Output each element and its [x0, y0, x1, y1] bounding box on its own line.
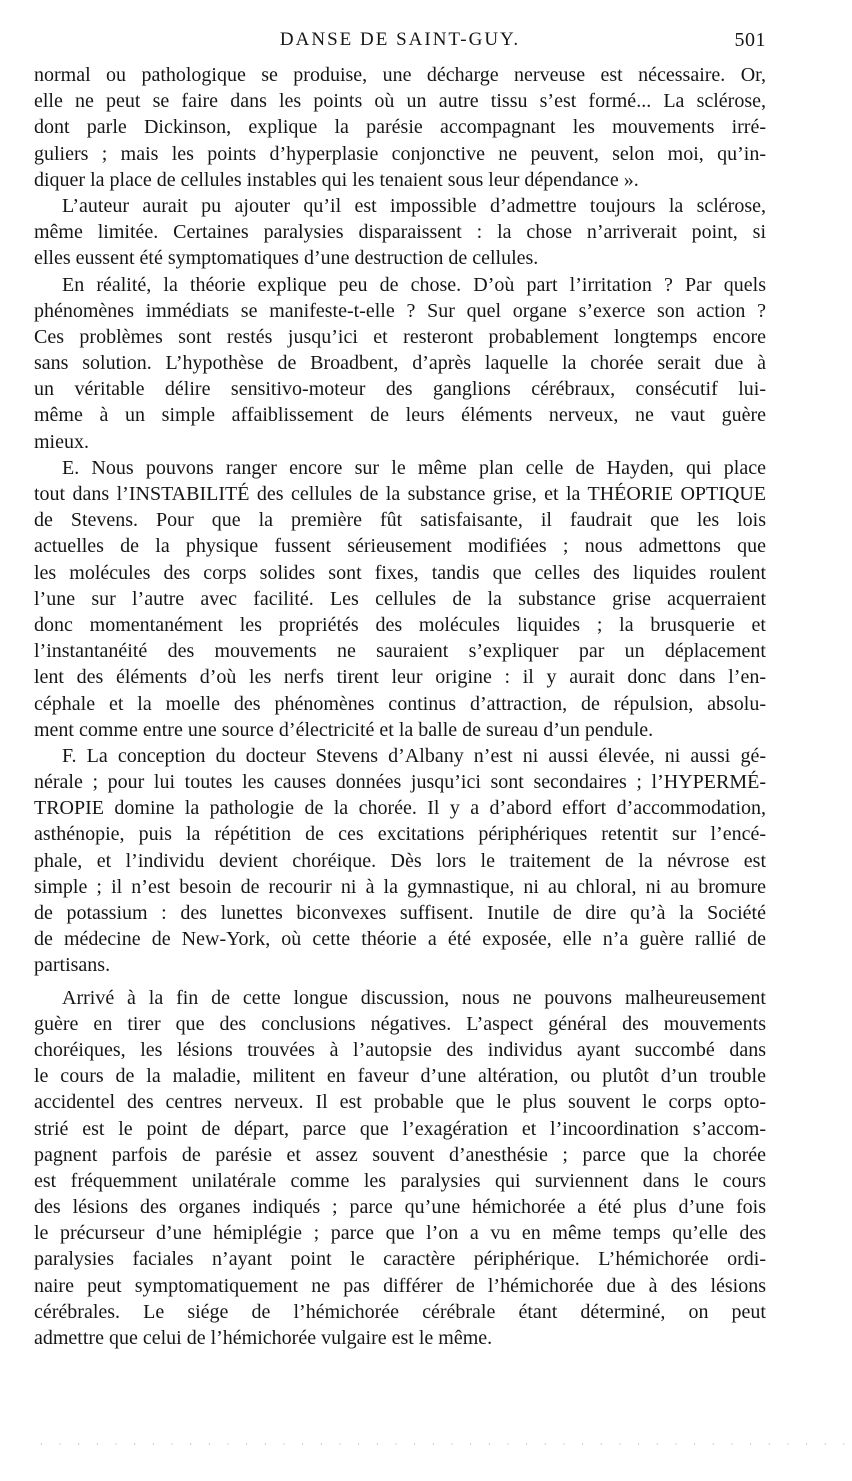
text-line: tout dans l’INSTABILITÉ des cellules de la substance grise, et la THÉORIE OPTIQUE [34, 483, 766, 505]
text-line: paralysies faciales n’ayant point le caractère périphérique. L’hémichorée ordi- [34, 1248, 766, 1271]
running-head [34, 29, 766, 59]
text-line: de potassium : des lunettes biconvexes suffisent. Inutile de dire qu’à la Société [34, 902, 766, 924]
text-line: un véritable délire sensitivo-moteur des ganglions cérébraux, consécutif lui- [34, 378, 766, 401]
text-line: de médecine de New-York, où cette théorie a été exposée, elle n’a guère rallié de [34, 928, 766, 951]
text-line: même limitée. Certaines paralysies disparaissent : la chose n’arriverait point, si [34, 221, 766, 244]
text-line: nérale ; pour lui toutes les causes données jusqu’ici sont secondaires ; l’HYPERMÉ- [34, 771, 766, 794]
text-line: dont parle Dickinson, explique la parésie accompagnant les mouvements irré- [34, 116, 766, 139]
text-line: sans solution. L’hypothèse de Broadbent, d’après laquelle la chorée serait due à [34, 352, 766, 375]
text-line: guère en tirer que des conclusions négatives. L’aspect général des mouvements [34, 1012, 766, 1035]
running-title: DANSE DE SAINT-GUY. [279, 29, 521, 50]
text-line: l’instantanéité des mouvements ne sauraient s’expliquer par un déplacement [34, 640, 766, 663]
text-line: de Stevens. Pour que la première fût satisfaisante, il faudrait que les lois [34, 509, 766, 532]
text-line: même à un simple affaiblissement de leurs éléments nerveux, ne vaut guère [34, 404, 766, 427]
text-line: naire peut symptomatiquement ne pas différer de l’hémichorée due à des lésions [34, 1274, 766, 1297]
text-line: En réalité, la théorie explique peu de chose. D’où part l’irritation ? Par quels [62, 273, 766, 296]
text-line: phale, et l’individu devient choréique. Dès lors le traitement de la névrose est [34, 849, 766, 872]
text-line: diquer la place de cellules instables qui les tenaient sous leur dépendance ». [34, 168, 639, 191]
text-line: donc momentanément les propriétés des molécules liquides ; la brusquerie et [34, 613, 766, 636]
text-line: actuelles de la physique fussent sérieusement modifiées ; nous admettons que [34, 535, 766, 558]
text-line: guliers ; mais les points d’hyperplasie conjonctive ne peuvent, selon moi, qu’in- [34, 142, 766, 165]
text-line: céphale et la moelle des phénomènes continus d’attraction, de répulsion, absolu- [34, 692, 766, 715]
text-line: asthénopie, puis la répétition de ces excitations périphériques retentit sur l’encé- [34, 823, 766, 846]
text-line: l’une sur l’autre avec facilité. Les cellules de la substance grise acquerraient [34, 587, 766, 610]
text-line: mieux. [34, 430, 89, 453]
text-line: le précurseur d’une hémiplégie ; parce que l’on a vu en même temps qu’elle des [34, 1222, 766, 1245]
text-line: TROPIE domine la pathologie de la chorée. Il y a d’abord effort d’accommodation, [34, 797, 766, 820]
text-line: partisans. [34, 954, 111, 977]
text-line: phénomènes immédiats se manifeste-t-elle ? Sur quel organe s’exerce son action ? [34, 299, 766, 322]
text-line: E. Nous pouvons ranger encore sur le même plan celle de Hayden, qui place [62, 456, 766, 479]
text-line: les molécules des corps solides sont fixes, tandis que celles des liquides roulent [34, 561, 766, 584]
body-text [34, 62, 766, 1351]
text-line: des lésions des organes indiqués ; parce qu’une hémichorée a été plus d’une fois [34, 1196, 766, 1219]
text-line: admettre que celui de l’hémichorée vulgaire est le même. [34, 1327, 493, 1349]
text-line: Ces problèmes sont restés jusqu’ici et resteront probablement longtemps encore [34, 325, 766, 348]
text-line: choréiques, les lésions trouvées à l’autopsie des individus ayant succombé dans [34, 1038, 766, 1061]
text-line: est fréquemment unilatérale comme les paralysies qui surviennent dans le cours [34, 1169, 766, 1192]
text-line: accidentel des centres nerveux. Il est probable que le plus souvent le corps opto- [34, 1091, 766, 1114]
page-number: 501 [734, 29, 766, 51]
text-line: lent des éléments d’où les nerfs tirent leur origine : il y aurait donc dans l’en- [34, 666, 766, 689]
text-line: F. La conception du docteur Stevens d’Albany n’est ni aussi élevée, ni aussi gé- [62, 744, 766, 767]
text-line: L’auteur aurait pu ajouter qu’il est impossible d’admettre toujours la sclérose, [62, 194, 766, 217]
text-line: ment comme entre une source d’électricité et la balle de sureau d’un pendule. [34, 718, 654, 741]
text-line: pagnent parfois de parésie et assez souvent d’anesthésie ; parce que la chorée [34, 1143, 766, 1166]
text-line: strié est le point de départ, parce que l’exagération et l’incoordination s’accom- [34, 1117, 766, 1140]
text-line: le cours de la maladie, militent en faveur d’une altération, ou plutôt d’un trouble [34, 1065, 766, 1088]
text-line: Arrivé à la fin de cette longue discussion, nous ne pouvons malheureusement [62, 986, 766, 1009]
text-line: simple ; il n’est besoin de recourir ni à la gymnastique, ni au chloral, ni au bromure [34, 875, 766, 898]
text-line: elle ne peut se faire dans les points où un autre tissu s’est formé... La sclérose, [34, 90, 766, 113]
bleed-through-specks: · · · · · · · · · · · · · · · · · · · · · · · · · · · · · · · · · · · · · · · · · · · · [40, 1440, 852, 1449]
text-line: cérébrales. Le siége de l’hémichorée cérébrale étant déterminé, on peut [34, 1300, 766, 1323]
text-line: normal ou pathologique se produise, une décharge nerveuse est nécessaire. Or, [34, 64, 766, 86]
text-line: elles eussent été symptomatiques d’une destruction de cellules. [34, 247, 539, 270]
